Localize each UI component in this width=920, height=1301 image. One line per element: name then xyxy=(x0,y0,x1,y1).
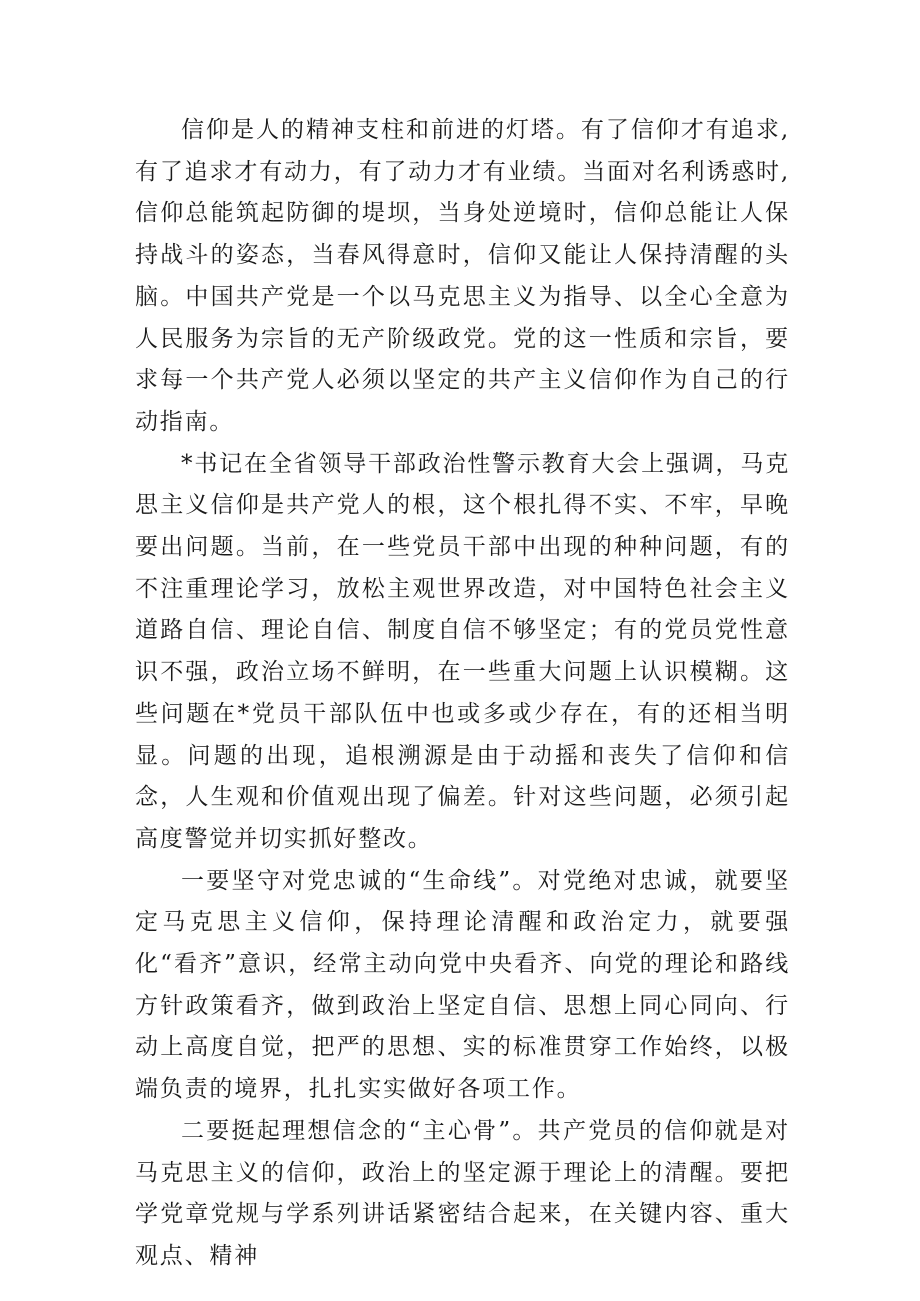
paragraph-loyalty-lifeline: 一要坚守对党忠诚的“生命线”。对党绝对忠诚，就要坚定马克思主义信仰，保持理论清醒和政治定力，就要强化“看齐”意识，经常主动向党中央看齐、向党的理论和路线方针政策看齐，做到政治上坚定自信、思想上同心同向、行动上高度自觉，把严的思想、实的标准贯穿工作始终，以极端负责的境界，扎扎实实做好各项工作。 xyxy=(135,867,790,1103)
document-body xyxy=(135,110,790,1278)
paragraph-secretary-remarks: *书记在全省领导干部政治性警示教育大会上强调，马克思主义信仰是共产党人的根，这个根扎得不实、不牢，早晚要出问题。当前，在一些党员干部中出现的种种问题，有的不注重理论学习，放松主观世界改造，对中国特色社会主义道路自信、理论自信、制度自信不够坚定；有的党员党性意识不强，政治立场不鲜明，在一些重大问题上认识模糊。这些问题在*党员干部队伍中也或多或少存在，有的还相当明显。问题的出现，追根溯源是由于动摇和丧失了信仰和信念，人生观和价值观出现了偏差。针对这些问题，必须引起高度警觉并切实抓好整改。 xyxy=(135,450,790,852)
paragraph-faith-intro: 信仰是人的精神支柱和前进的灯塔。有了信仰才有追求,有了追求才有动力，有了动力才有业绩。当面对名利诱惑时,信仰总能筑起防御的堤坝，当身处逆境时，信仰总能让人保持战斗的姿态，当春风得意时，信仰又能让人保持清醒的头脑。中国共产党是一个以马克思主义为指导、以全心全意为人民服务为宗旨的无产阶级政党。党的这一性质和宗旨，要求每一个共产党人必须以坚定的共产主义信仰作为自己的行动指南。 xyxy=(135,117,790,435)
paragraph-ideals-backbone: 二要挺起理想信念的“主心骨”。共产党员的信仰就是对马克思主义的信仰，政治上的坚定源于理论上的清醒。要把学党章党规与学系列讲话紧密结合起来，在关键内容、重大观点、精神 xyxy=(135,1117,790,1269)
